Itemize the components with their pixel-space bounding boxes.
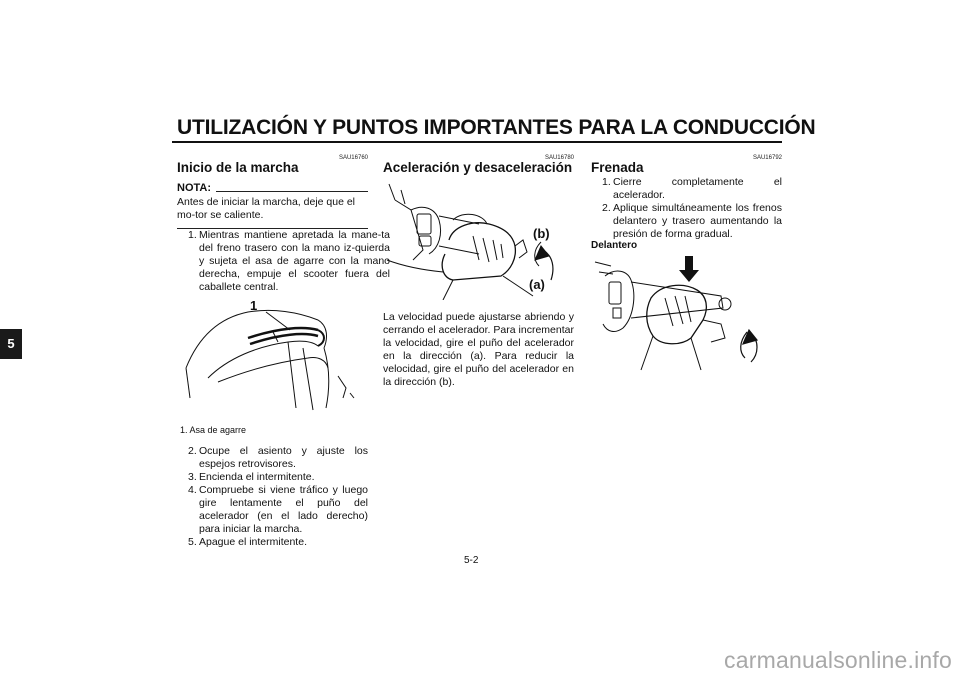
direction-label-b: (b)	[533, 226, 550, 241]
list-item	[177, 445, 368, 471]
step-text: Cierre completamente el acelerador.	[613, 176, 782, 201]
section-heading: Inicio de la marcha	[177, 160, 299, 175]
step-number: 2.	[188, 445, 197, 457]
list-item	[591, 202, 782, 241]
step-number: 1.	[188, 229, 197, 241]
steps-list	[177, 445, 368, 549]
subheading: Delantero	[591, 240, 638, 251]
step-text: Aplique simultáneamente los frenos delantero y trasero aumentando la presión de forma gradual.	[613, 202, 782, 240]
title-rule	[172, 141, 782, 143]
step-number: 2.	[602, 202, 611, 214]
step-text: Apague el intermitente.	[199, 536, 307, 548]
grab-bar-illustration	[178, 298, 368, 413]
direction-label-a: (a)	[529, 277, 545, 292]
section-code: SAU16780	[544, 155, 574, 161]
figure-callout: 1	[250, 298, 258, 313]
note-box	[177, 182, 368, 229]
step-text: Encienda el intermitente.	[199, 471, 315, 483]
step-text: Ocupe el asiento y ajuste los espejos retrovisores.	[199, 445, 368, 470]
list-item	[177, 229, 390, 294]
section-heading: Frenada	[591, 160, 644, 175]
list-item	[177, 471, 368, 484]
page-title: UTILIZACIÓN Y PUNTOS IMPORTANTES PARA LA CONDUCCIÓN	[177, 116, 816, 139]
step-text: Mientras mantiene apretada la mane-ta del freno trasero con la mano iz-quierda y sujeta el asa de agarre con la mano derecha, empuje el scooter fuera del caballete central.	[199, 229, 390, 293]
step-number: 1.	[602, 176, 611, 188]
section-heading: Aceleración y desaceleración	[383, 160, 573, 175]
list-item	[177, 484, 368, 536]
front-brake-illustration	[591, 252, 783, 372]
step-number: 5.	[188, 536, 197, 548]
list-item	[177, 536, 368, 549]
chapter-tab: 5	[0, 329, 22, 359]
note-top-rule	[216, 191, 368, 192]
note-label: NOTA:	[177, 182, 212, 194]
section-code: SAU16792	[752, 155, 782, 161]
steps-list	[591, 176, 782, 241]
step-text: Compruebe si viene tráfico y luego gire lentamente el puño del acelerador (en el lado derecho) para iniciar la marcha.	[199, 484, 368, 535]
watermark: carmanualsonline.info	[724, 647, 952, 673]
page-number: 5-2	[464, 555, 479, 566]
step-number: 4.	[188, 484, 197, 496]
list-item	[591, 176, 782, 202]
note-text: Antes de iniciar la marcha, deje que el mo-tor se caliente.	[177, 196, 356, 221]
step-number: 3.	[188, 471, 197, 483]
section-body: La velocidad puede ajustarse abriendo y cerrando el acelerador. Para incrementar la velocidad, gire el puño del acelerador en la dirección (a). Para reducir la velocidad, gire el puño del acelerador en la dirección (b).	[383, 311, 574, 388]
section-code: SAU16760	[338, 155, 368, 161]
figure-caption: 1. Asa de agarre	[180, 425, 247, 435]
